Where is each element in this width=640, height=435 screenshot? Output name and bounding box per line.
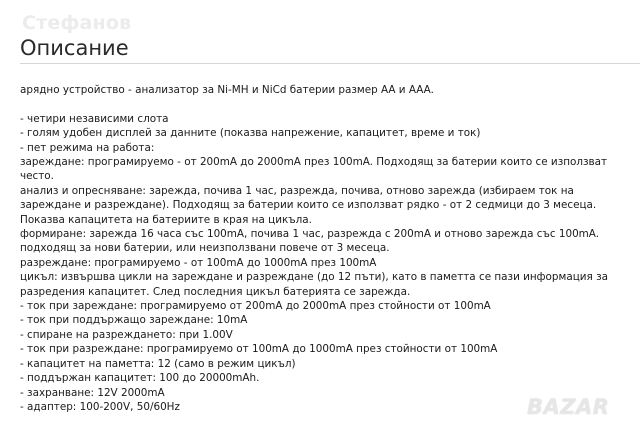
spec-item: - адаптер: 100-200V, 50/60Hz	[20, 400, 180, 413]
mode-item: зареждане: програмируемо - от 200mA до 2000mA през 100mA. Подходящ за батерии които се използват често.	[20, 156, 608, 183]
spec-item: - капацитет на паметта: 12 (само в режим цикъл)	[20, 357, 296, 370]
mode-item: цикъл: извършва цикли на зареждане и разреждане (до 12 пъти), като в паметта се пази информация за разредения капацитет. След последния цикъл батерията се зарежда.	[20, 271, 608, 298]
paragraph-gap	[20, 97, 638, 111]
spec-item: - ток при поддържащо зареждане: 10mA	[20, 314, 248, 327]
section-title: Описание	[20, 36, 129, 60]
seller-name: Стефанов	[22, 12, 132, 34]
title-divider	[20, 63, 640, 64]
bazar-watermark-logo: BAZAR	[527, 395, 610, 419]
mode-item: формиране: зарежда 16 часа със 100mA, почива 1 час, разрежда с 200mA и отново зарежда със 100mA. подходящ за нови батерии, или неизползвани повече от 3 месеца.	[20, 228, 600, 255]
feature-item: - четири независими слота	[20, 112, 169, 125]
spec-item: - спиране на разреждането: при 1.00V	[20, 328, 233, 341]
spec-item: - поддържан капацитет: 100 до 20000mAh.	[20, 372, 260, 385]
mode-item: анализ и опресняване: зарежда, почива 1 час, разрежда, почива, отново зарежда (избираем ток на зареждане и разреждане). Подходящ за батерии които се използват рядко - от 2 седмици до 3 месеца. Показва капацитета на батериите в края на цикъла.	[20, 184, 597, 226]
mode-item: разреждане: програмируемо - от 100mA до 1000mA през 100mA	[20, 256, 377, 269]
feature-item: - голям удобен дисплей за данните (показва напрежение, капацитет, време и ток)	[20, 127, 481, 140]
description-intro: арядно устройство - анализатор за Ni-MH и NiCd батерии размер AA и AAA.	[20, 84, 434, 96]
spec-item: - ток при зареждане: програмируемо от 200mA до 2000mA през стойности от 100mA	[20, 300, 491, 313]
spec-item: - захранване: 12V 2000mA	[20, 386, 165, 399]
spec-item: - ток при разреждане: програмируемо от 100mA до 1000mA през стойности от 100mA	[20, 343, 498, 356]
description-body	[20, 83, 638, 414]
feature-item: - пет режима на работа:	[20, 141, 155, 154]
